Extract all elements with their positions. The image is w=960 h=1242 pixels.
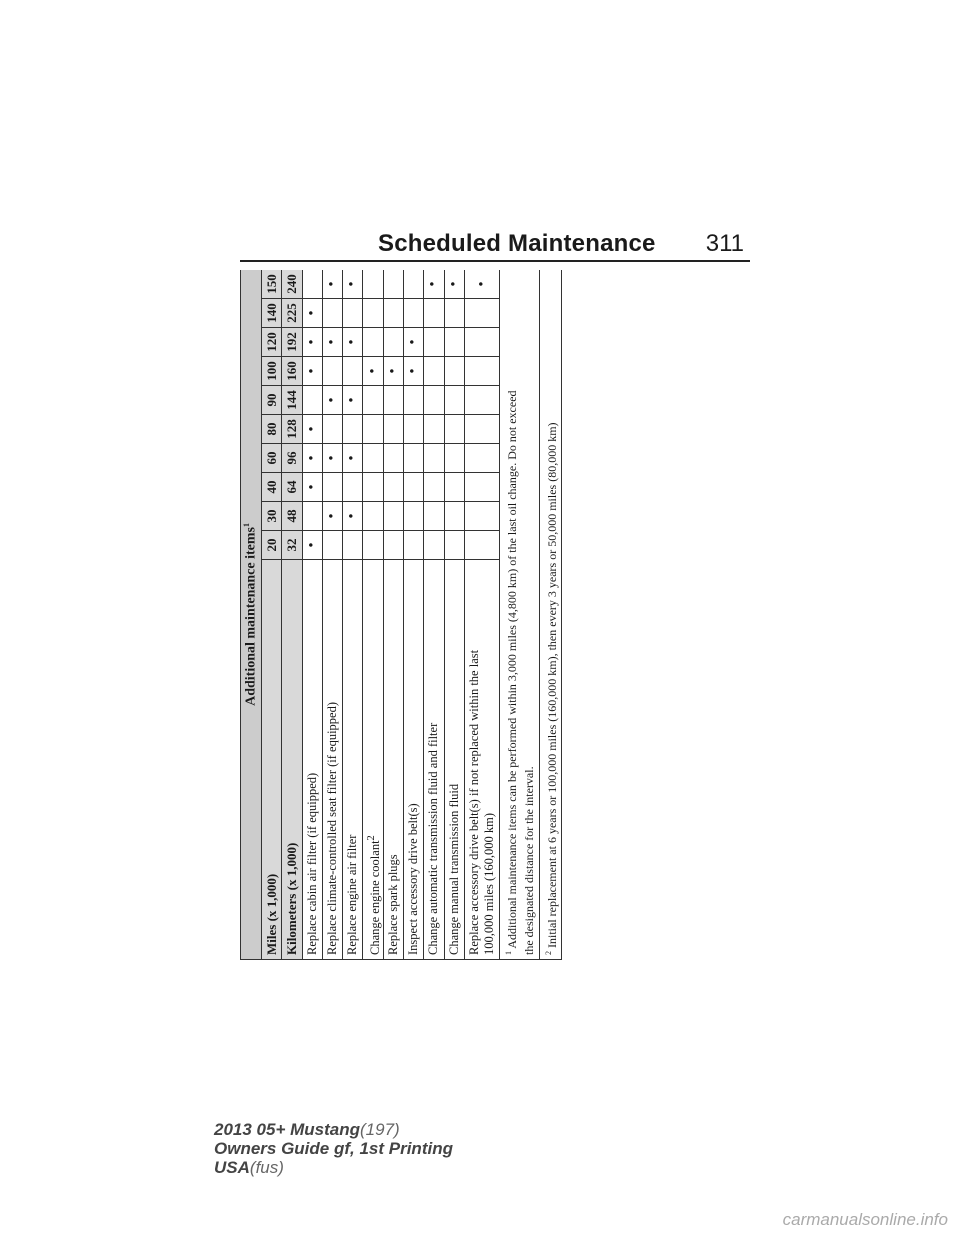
interval-empty-cell — [444, 328, 464, 357]
interval-empty-cell — [343, 415, 363, 444]
maintenance-table-region — [240, 270, 562, 960]
interval-empty-cell — [363, 473, 383, 502]
interval-bullet-cell — [302, 444, 322, 473]
item-label — [383, 560, 403, 960]
bullet-icon: • — [344, 455, 361, 461]
footer-line-3 — [214, 1158, 453, 1177]
item-label-text: Replace climate-controlled seat filter (if equipped) — [325, 701, 340, 955]
table-title-row — [241, 270, 262, 960]
item-label — [343, 560, 363, 960]
miles-value: 20 — [262, 531, 282, 560]
item-label — [363, 560, 383, 960]
item-label-line1: Replace accessory drive belt(s) if not replaced within the last — [467, 649, 481, 955]
interval-empty-cell — [424, 357, 444, 386]
bullet-icon: • — [303, 310, 320, 316]
page-number: 311 — [705, 230, 744, 257]
interval-empty-cell — [424, 502, 444, 531]
bullet-icon: • — [303, 339, 320, 345]
interval-empty-cell — [343, 357, 363, 386]
interval-empty-cell — [363, 386, 383, 415]
bullet-icon: • — [324, 281, 341, 287]
interval-bullet-cell — [383, 357, 403, 386]
bullet-icon: • — [425, 281, 442, 287]
km-header-row — [282, 270, 302, 960]
bullet-icon: • — [405, 368, 422, 374]
bullet-icon: • — [344, 339, 361, 345]
item-label-text: Change engine coolant — [367, 840, 382, 955]
item-label-line2: 100,000 miles (160,000 km) — [482, 812, 496, 955]
miles-value: 80 — [262, 415, 282, 444]
bullet-icon: • — [303, 484, 320, 490]
interval-empty-cell — [404, 473, 424, 502]
interval-empty-cell — [383, 328, 403, 357]
table-row — [424, 270, 444, 960]
interval-empty-cell — [383, 531, 403, 560]
interval-bullet-cell — [302, 328, 322, 357]
bullet-icon: • — [324, 513, 341, 519]
bullet-icon: • — [364, 368, 381, 374]
bullet-icon: • — [473, 281, 490, 287]
footnote-2-mark: 2 — [543, 951, 553, 955]
interval-bullet-cell — [322, 270, 342, 299]
interval-empty-cell — [424, 299, 444, 328]
table-row — [404, 270, 424, 960]
interval-bullet-cell — [343, 502, 363, 531]
interval-empty-cell — [404, 444, 424, 473]
bullet-icon: • — [344, 397, 361, 403]
item-footnote-mark: 2 — [365, 835, 377, 841]
km-value: 225 — [282, 299, 302, 328]
interval-empty-cell — [424, 386, 444, 415]
interval-empty-cell — [383, 299, 403, 328]
footnote-1-mark: 1 — [504, 951, 514, 955]
interval-empty-cell — [464, 299, 499, 328]
interval-empty-cell — [424, 415, 444, 444]
interval-empty-cell — [464, 444, 499, 473]
interval-empty-cell — [464, 531, 499, 560]
footnote-row-1 — [500, 270, 539, 960]
interval-empty-cell — [464, 328, 499, 357]
table-row — [383, 270, 403, 960]
interval-empty-cell — [363, 531, 383, 560]
interval-empty-cell — [464, 357, 499, 386]
item-label — [444, 560, 464, 960]
bullet-icon: • — [303, 426, 320, 432]
miles-value: 30 — [262, 502, 282, 531]
item-label — [464, 560, 499, 960]
maintenance-table — [240, 270, 562, 960]
print-footer — [214, 1120, 453, 1177]
miles-value: 120 — [262, 328, 282, 357]
interval-bullet-cell — [343, 270, 363, 299]
interval-bullet-cell — [424, 270, 444, 299]
interval-bullet-cell — [322, 502, 342, 531]
miles-header-row — [262, 270, 282, 960]
km-value: 48 — [282, 502, 302, 531]
item-rows — [302, 270, 500, 960]
table-row — [343, 270, 363, 960]
interval-bullet-cell — [343, 328, 363, 357]
interval-empty-cell — [363, 270, 383, 299]
table-row — [464, 270, 499, 960]
footnote-1-line1: Additional maintenance items can be performed within 3,000 miles (4,800 km) of the last oil change. Do not exceed — [505, 390, 520, 949]
miles-label: Miles (x 1,000) — [262, 560, 282, 960]
interval-empty-cell — [322, 357, 342, 386]
interval-empty-cell — [404, 299, 424, 328]
item-label — [404, 560, 424, 960]
interval-empty-cell — [444, 299, 464, 328]
interval-empty-cell — [404, 502, 424, 531]
item-label — [424, 560, 444, 960]
interval-bullet-cell — [302, 299, 322, 328]
footer-guide: Owners Guide gf, 1st Printing — [214, 1139, 453, 1158]
interval-empty-cell — [464, 386, 499, 415]
interval-empty-cell — [444, 473, 464, 502]
interval-empty-cell — [322, 299, 342, 328]
km-value: 192 — [282, 328, 302, 357]
interval-empty-cell — [343, 299, 363, 328]
interval-empty-cell — [363, 415, 383, 444]
interval-empty-cell — [302, 386, 322, 415]
interval-empty-cell — [363, 502, 383, 531]
km-value: 32 — [282, 531, 302, 560]
footnote-1-line2: the designated distance for the interval. — [522, 766, 537, 955]
interval-empty-cell — [302, 270, 322, 299]
item-label-text: Inspect accessory drive belt(s) — [406, 803, 421, 955]
footnote-2-line1: Initial replacement at 6 years or 100,000 miles (160,000 km), then every 3 years or 50,000 miles (80,000 km) — [544, 422, 559, 948]
bullet-icon: • — [303, 455, 320, 461]
km-value: 96 — [282, 444, 302, 473]
bullet-icon: • — [324, 455, 341, 461]
interval-bullet-cell — [322, 328, 342, 357]
item-label — [302, 560, 322, 960]
km-label: Kilometers (x 1,000) — [282, 560, 302, 960]
interval-bullet-cell — [444, 270, 464, 299]
footer-line-2 — [214, 1139, 453, 1158]
interval-empty-cell — [383, 415, 403, 444]
interval-bullet-cell — [404, 357, 424, 386]
interval-empty-cell — [383, 502, 403, 531]
table-row — [444, 270, 464, 960]
interval-empty-cell — [464, 473, 499, 502]
footer-market: USA — [214, 1158, 250, 1177]
bullet-icon: • — [303, 542, 320, 548]
interval-bullet-cell — [464, 270, 499, 299]
km-value: 144 — [282, 386, 302, 415]
interval-empty-cell — [322, 415, 342, 444]
bullet-icon: • — [445, 281, 462, 287]
interval-empty-cell — [424, 444, 444, 473]
interval-empty-cell — [424, 531, 444, 560]
interval-empty-cell — [404, 270, 424, 299]
bullet-icon: • — [384, 368, 401, 374]
table-title — [241, 270, 262, 960]
interval-empty-cell — [444, 531, 464, 560]
interval-bullet-cell — [343, 444, 363, 473]
bullet-icon: • — [324, 339, 341, 345]
interval-empty-cell — [363, 299, 383, 328]
interval-empty-cell — [444, 502, 464, 531]
footnote-1 — [500, 270, 539, 960]
interval-empty-cell — [444, 357, 464, 386]
table-title-text: Additional maintenance items — [243, 527, 259, 706]
bullet-icon: • — [344, 513, 361, 519]
table-title-footnote: 1 — [242, 523, 252, 528]
interval-empty-cell — [383, 270, 403, 299]
interval-bullet-cell — [302, 473, 322, 502]
footer-line-1 — [214, 1120, 453, 1139]
interval-empty-cell — [424, 473, 444, 502]
item-label — [322, 560, 342, 960]
interval-bullet-cell — [404, 328, 424, 357]
miles-value: 40 — [262, 473, 282, 502]
item-label-text: Replace engine air filter — [345, 834, 360, 955]
interval-empty-cell — [363, 444, 383, 473]
interval-bullet-cell — [343, 386, 363, 415]
interval-empty-cell — [424, 328, 444, 357]
item-label-text: Replace spark plugs — [385, 854, 400, 955]
interval-bullet-cell — [322, 386, 342, 415]
interval-empty-cell — [322, 473, 342, 502]
interval-bullet-cell — [302, 531, 322, 560]
interval-empty-cell — [444, 415, 464, 444]
footer-model: 2013 05+ Mustang — [214, 1120, 360, 1139]
page-title: Scheduled Maintenance — [378, 230, 656, 257]
interval-bullet-cell — [302, 415, 322, 444]
table-row — [363, 270, 383, 960]
km-value: 64 — [282, 473, 302, 502]
rotated-table-container — [240, 270, 562, 960]
page-header — [240, 226, 750, 262]
miles-value: 90 — [262, 386, 282, 415]
interval-empty-cell — [322, 531, 342, 560]
interval-empty-cell — [383, 386, 403, 415]
item-label-text: Change automatic transmission fluid and filter — [426, 722, 441, 955]
table-row — [322, 270, 342, 960]
table-row — [302, 270, 322, 960]
bullet-icon: • — [303, 368, 320, 374]
interval-empty-cell — [363, 328, 383, 357]
miles-value: 100 — [262, 357, 282, 386]
km-value: 240 — [282, 270, 302, 299]
bullet-icon: • — [344, 281, 361, 287]
interval-empty-cell — [404, 531, 424, 560]
interval-empty-cell — [343, 531, 363, 560]
interval-empty-cell — [444, 444, 464, 473]
interval-empty-cell — [404, 386, 424, 415]
interval-empty-cell — [343, 473, 363, 502]
interval-bullet-cell — [302, 357, 322, 386]
interval-empty-cell — [444, 386, 464, 415]
interval-empty-cell — [383, 473, 403, 502]
miles-value: 60 — [262, 444, 282, 473]
interval-empty-cell — [302, 502, 322, 531]
item-label-text: Replace cabin air filter (if equipped) — [304, 772, 319, 955]
interval-bullet-cell — [363, 357, 383, 386]
bullet-icon: • — [405, 339, 422, 345]
miles-value: 140 — [262, 299, 282, 328]
footer-model-code: (197) — [360, 1120, 400, 1139]
km-value: 128 — [282, 415, 302, 444]
interval-empty-cell — [383, 444, 403, 473]
interval-bullet-cell — [322, 444, 342, 473]
footnote-2 — [539, 270, 561, 960]
watermark: carmanualsonline.info — [782, 1210, 948, 1229]
bullet-icon: • — [324, 397, 341, 403]
item-label-text: Change manual transmission fluid — [446, 783, 461, 955]
footer-market-code: (fus) — [249, 1158, 284, 1177]
interval-empty-cell — [464, 502, 499, 531]
footnote-row-2 — [539, 270, 561, 960]
km-value: 160 — [282, 357, 302, 386]
miles-value: 150 — [262, 270, 282, 299]
interval-empty-cell — [464, 415, 499, 444]
interval-empty-cell — [404, 415, 424, 444]
